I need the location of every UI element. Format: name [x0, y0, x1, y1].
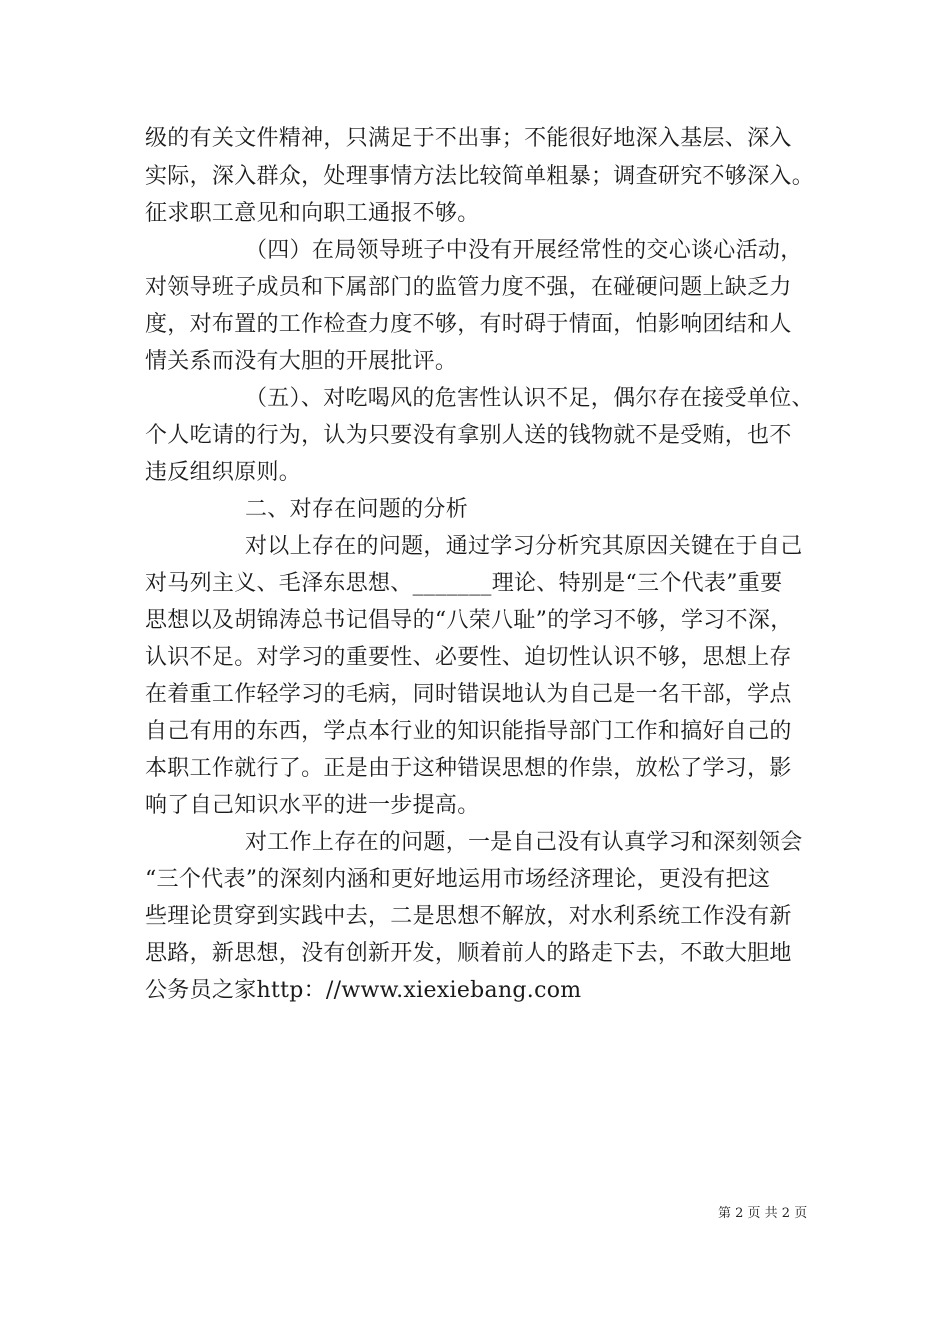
text-line: “三个代表”的深刻内涵和更好地运用市场经济理论，更没有把这 [145, 867, 771, 892]
text-line: 个人吃请的行为，认为只要没有拿别人送的钱物就不是受贿，也不 [145, 423, 792, 448]
text-line: 自己有用的东西，学点本行业的知识能指导部门工作和搞好自己的 [145, 719, 792, 744]
text-line: 对领导班子成员和下属部门的监管力度不强，在碰硬问题上缺乏力 [145, 275, 792, 300]
source-link-line: 公务员之家http：//www.xiexiebang.com [145, 978, 582, 1003]
text-line: 实际，深入群众，处理事情方法比较简单粗暴；调查研究不够深入。 [145, 164, 815, 189]
text-line: 认识不足。对学习的重要性、必要性、迫切性认识不够，思想上存 [145, 645, 792, 670]
text-line: 响了自己知识水平的进一步提高。 [145, 793, 480, 818]
text-line: 思想以及胡锦涛总书记倡导的“八荣八耻”的学习不够，学习不深， [145, 608, 793, 633]
text-line: （五）、对吃喝风的危害性认识不足，偶尔存在接受单位、 [245, 386, 814, 411]
text-line: 对工作上存在的问题，一是自己没有认真学习和深刻领会 [245, 830, 803, 855]
text-line: 对以上存在的问题，通过学习分析究其原因关键在于自己 [245, 534, 803, 559]
text-line: （四）在局领导班子中没有开展经常性的交心谈心活动， [245, 238, 803, 263]
text-line: 违反组织原则。 [145, 460, 302, 485]
section-heading: 二、对存在问题的分析 [245, 497, 469, 522]
text-line: 度，对布置的工作检查力度不够，有时碍于情面，怕影响团结和人 [145, 312, 792, 337]
text-line: 思路，新思想，没有创新开发，顺着前人的路走下去，不敢大胆地 [145, 941, 792, 966]
text-line: 本职工作就行了。正是由于这种错误思想的作祟，放松了学习，影 [145, 756, 792, 781]
text-line: 征求职工意见和向职工通报不够。 [145, 201, 480, 226]
text-line: 些理论贯穿到实践中去，二是思想不解放，对水利系统工作没有新 [145, 904, 792, 929]
text-line: 对马列主义、毛泽东思想、_______理论、特别是“三个代表”重要 [145, 571, 783, 596]
text-line: 情关系而没有大胆的开展批评。 [145, 349, 458, 374]
page-number: 第 2 页 共 2 页 [718, 1206, 808, 1221]
text-line: 级的有关文件精神，只满足于不出事；不能很好地深入基层、深入 [145, 126, 792, 151]
text-line: 在着重工作轻学习的毛病，同时错误地认为自己是一名干部，学点 [145, 682, 792, 707]
